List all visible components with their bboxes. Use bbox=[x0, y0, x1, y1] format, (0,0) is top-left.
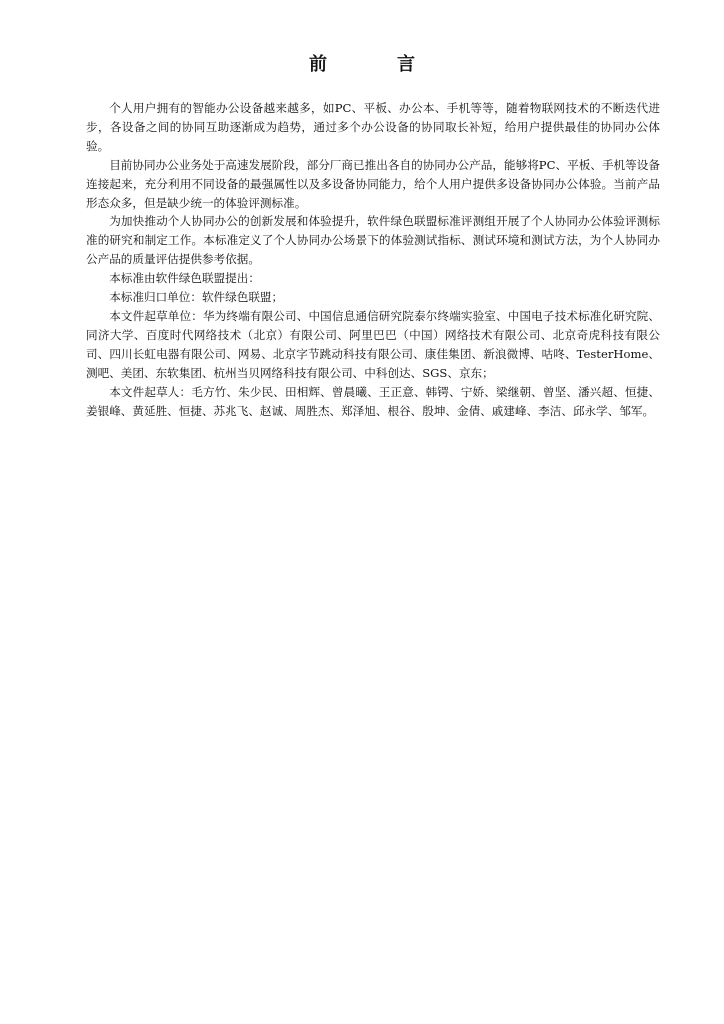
paragraph-centralized-unit: 本标准归口单位：软件绿色联盟； bbox=[109, 290, 284, 305]
paragraph-purpose: 为加快推动个人协同办公的创新发展和体验提升，软件绿色联盟标准评测组开展了个人协同办公体验评测标准的研究和制定工作。本标准定义了个人协同办公场景下的体验测试指标、测试环境和测试方法，为个人协同办公产品的质量评估提供参考依据。 bbox=[86, 214, 660, 267]
page-title: 前 言 bbox=[309, 54, 441, 75]
paragraph-drafting-units: 本文件起草单位：华为终端有限公司、中国信息通信研究院泰尔终端实验室、中国电子技术标准化研究院、同济大学、百度时代网络技术（北京）有限公司、阿里巴巴（中国）网络技术有限公司、北京奇虎科技有限公司、四川长虹电器有限公司、网易、北京字节跳动科技有限公司、康佳集团、新浪微博、咕咚、TesterHome、测吧、美团、东软集团、杭州当贝网络科技有限公司、中科创达、SGS、京东； bbox=[86, 308, 660, 380]
paragraph-current-status: 目前协同办公业务处于高速发展阶段，部分厂商已推出各自的协同办公产品，能够将PC、平板、手机等设备连接起来，充分利用不同设备的最强属性以及多设备协同能力，给个人用户提供多设备协同办公体验。当前产品形态众多，但是缺少统一的体验评测标准。 bbox=[86, 157, 660, 210]
body-text bbox=[86, 99, 660, 420]
paragraph-proposer: 本标准由软件绿色联盟提出： bbox=[109, 271, 260, 286]
paragraph-background: 个人用户拥有的智能办公设备越来越多，如PC、平板、办公本、手机等等，随着物联网技术的不断迭代进步，各设备之间的协同互助逐渐成为趋势，通过多个办公设备的协同取长补短，给用户提供最佳的协同办公体验。 bbox=[86, 101, 660, 153]
paragraph-drafters: 本文件起草人：毛方竹、朱少民、田相辉、曾晨曦、王正意、韩锷、宁娇、梁继朝、曾坚、潘兴超、恒捷、姜银峰、黄延胜、恒捷、苏兆飞、赵诚、周胜杰、郑泽旭、根谷、殷坤、金倩、戚建峰、李洁、邱永学、邹军。 bbox=[86, 384, 660, 418]
